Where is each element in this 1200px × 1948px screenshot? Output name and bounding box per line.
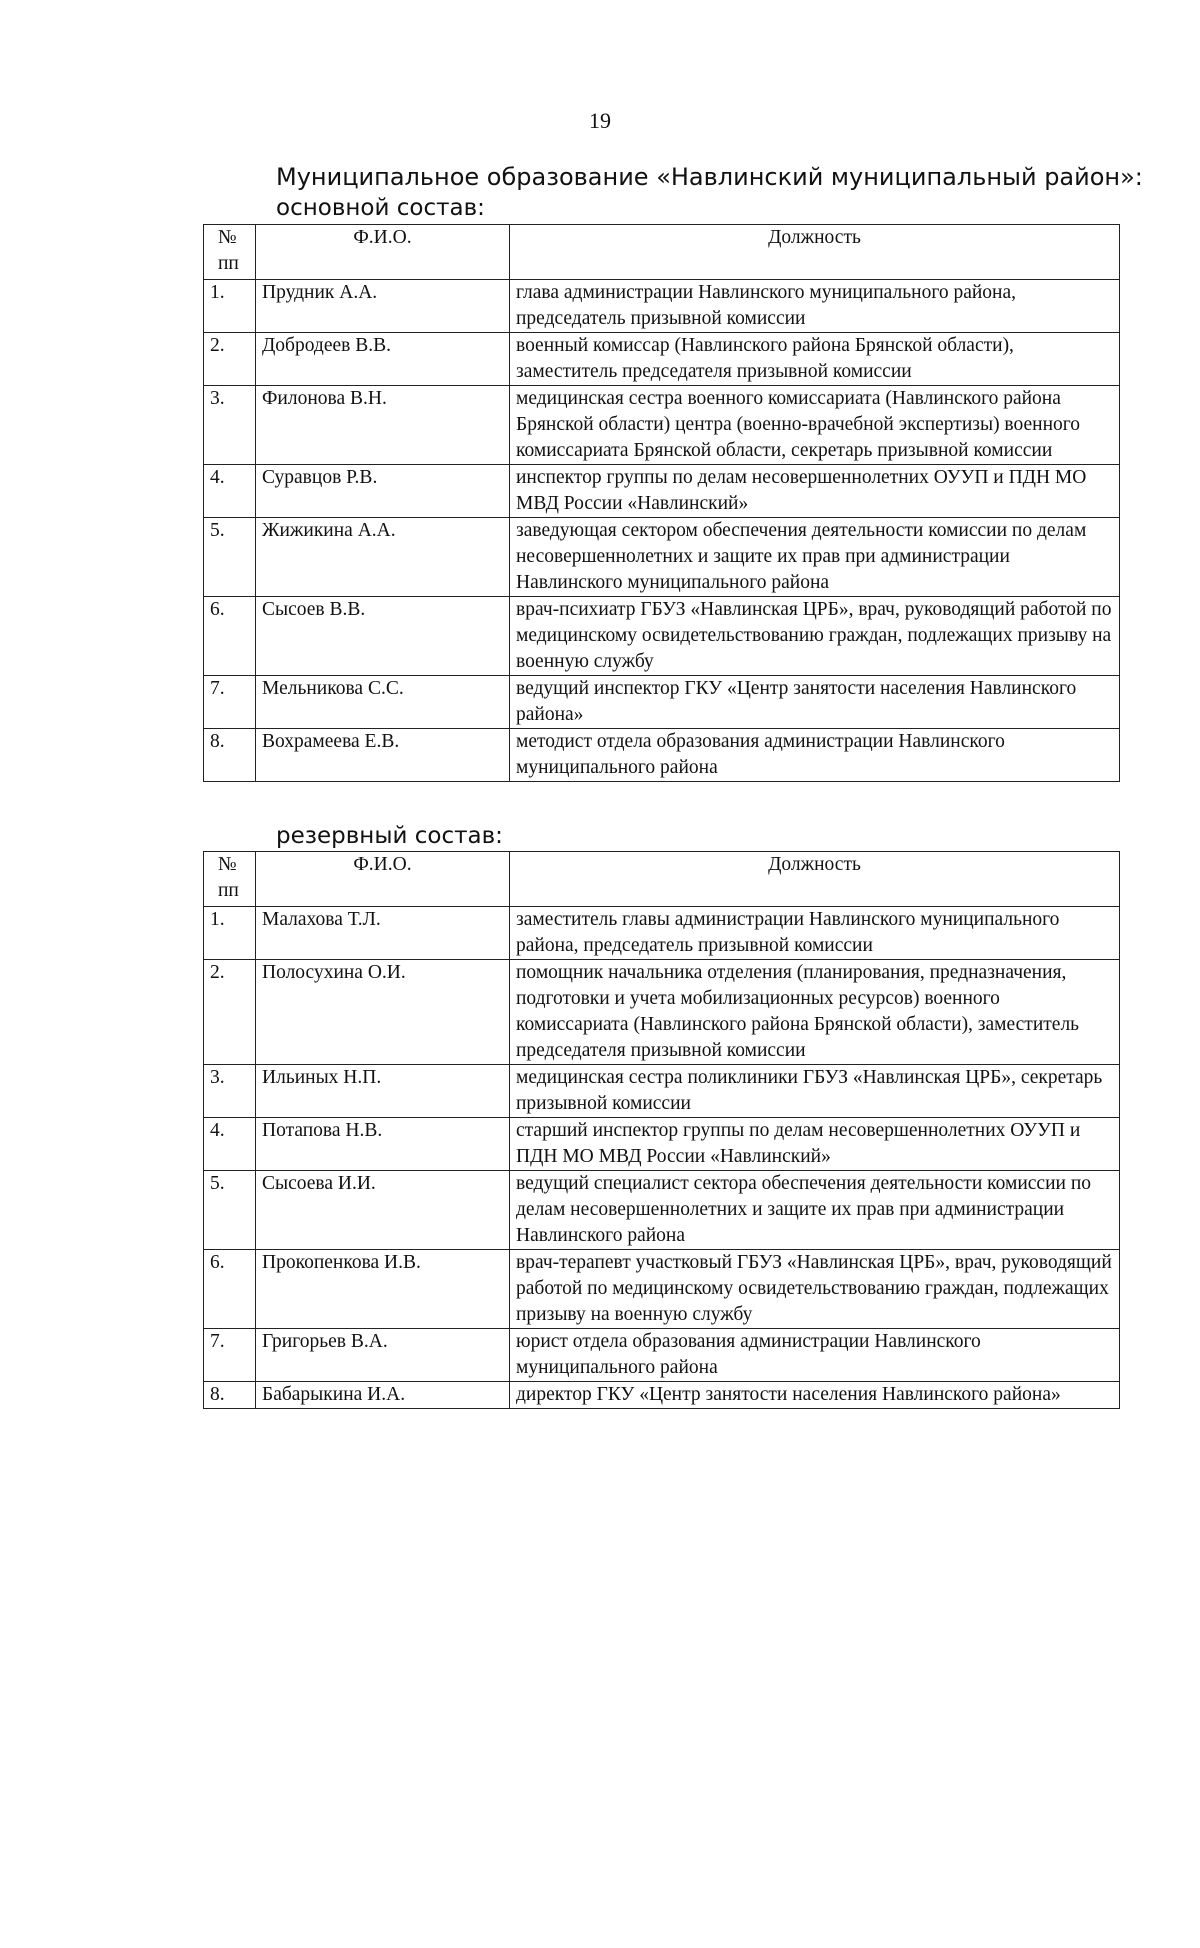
- page-number: 19: [589, 108, 611, 133]
- member-name: Полосухина О.И.: [256, 960, 510, 1065]
- member-name: Григорьев В.А.: [256, 1329, 510, 1382]
- table-row: [204, 907, 1120, 960]
- table-row: [204, 1382, 1120, 1409]
- member-position: заведующая сектором обеспечения деятельности комиссии по делам несовершеннолетних и защите их прав при администрации Навлинского муниципального района: [510, 518, 1120, 597]
- row-number: 6.: [204, 597, 256, 676]
- row-number: 1.: [204, 907, 256, 960]
- member-name: Сысоев В.В.: [256, 597, 510, 676]
- document-heading: Муниципальное образование «Навлинский муниципальный район»:: [276, 163, 1143, 191]
- row-number: 3.: [204, 386, 256, 465]
- row-number: 2.: [204, 333, 256, 386]
- table-row: [204, 597, 1120, 676]
- member-name: Жижикина А.А.: [256, 518, 510, 597]
- row-number: 8.: [204, 1382, 256, 1409]
- member-name: Добродеев В.В.: [256, 333, 510, 386]
- table-row: [204, 729, 1120, 782]
- row-number: 7.: [204, 1329, 256, 1382]
- member-position: помощник начальника отделения (планирования, предназначения, подготовки и учета мобилизационных ресурсов) военного комиссариата (Навлинского района Брянской области), заместитель председателя призывной комиссии: [510, 960, 1120, 1065]
- member-position: глава администрации Навлинского муниципального района, председатель призывной комиссии: [510, 280, 1120, 333]
- member-position: юрист отдела образования администрации Навлинского муниципального района: [510, 1329, 1120, 1382]
- reserve-composition-table: [203, 851, 1120, 1409]
- member-position: медицинская сестра поликлиники ГБУЗ «Навлинская ЦРБ», секретарь призывной комиссии: [510, 1065, 1120, 1118]
- member-name: Бабарыкина И.А.: [256, 1382, 510, 1409]
- member-name: Мельникова С.С.: [256, 676, 510, 729]
- table-row: [204, 1171, 1120, 1250]
- member-name: Прудник А.А.: [256, 280, 510, 333]
- member-name: Малахова Т.Л.: [256, 907, 510, 960]
- row-number: 1.: [204, 280, 256, 333]
- table-row: [204, 1250, 1120, 1329]
- table-header-row: [204, 852, 1120, 907]
- table-row: [204, 1065, 1120, 1118]
- table-row: [204, 333, 1120, 386]
- row-number: 5.: [204, 1171, 256, 1250]
- row-number: 5.: [204, 518, 256, 597]
- row-number: 4.: [204, 1118, 256, 1171]
- table-row: [204, 280, 1120, 333]
- header-number: № пп: [204, 225, 256, 280]
- table-row: [204, 960, 1120, 1065]
- header-position: Должность: [510, 852, 1120, 907]
- member-name: Сысоева И.И.: [256, 1171, 510, 1250]
- member-position: методист отдела образования администрации Навлинского муниципального района: [510, 729, 1120, 782]
- table-row: [204, 518, 1120, 597]
- reserve-section-title: резервный состав:: [276, 823, 503, 849]
- member-position: старший инспектор группы по делам несовершеннолетних ОУУП и ПДН МО МВД России «Навлинский»: [510, 1118, 1120, 1171]
- table-row: [204, 676, 1120, 729]
- member-name: Вохрамеева Е.В.: [256, 729, 510, 782]
- member-name: Филонова В.Н.: [256, 386, 510, 465]
- member-position: директор ГКУ «Центр занятости населения Навлинского района»: [510, 1382, 1120, 1409]
- row-number: 7.: [204, 676, 256, 729]
- header-position: Должность: [510, 225, 1120, 280]
- member-position: медицинская сестра военного комиссариата (Навлинского района Брянской области) центра (военно-врачебной экспертизы) военного комиссариата Брянской области, секретарь призывной комиссии: [510, 386, 1120, 465]
- header-number: № пп: [204, 852, 256, 907]
- main-composition-table: [203, 224, 1120, 782]
- table-row: [204, 465, 1120, 518]
- row-number: 3.: [204, 1065, 256, 1118]
- main-section-title: основной состав:: [276, 195, 485, 221]
- row-number: 6.: [204, 1250, 256, 1329]
- member-name: Прокопенкова И.В.: [256, 1250, 510, 1329]
- member-position: ведущий инспектор ГКУ «Центр занятости населения Навлинского района»: [510, 676, 1120, 729]
- row-number: 4.: [204, 465, 256, 518]
- header-name: Ф.И.О.: [256, 225, 510, 280]
- member-name: Потапова Н.В.: [256, 1118, 510, 1171]
- table-header-row: [204, 225, 1120, 280]
- member-position: инспектор группы по делам несовершеннолетних ОУУП и ПДН МО МВД России «Навлинский»: [510, 465, 1120, 518]
- table-row: [204, 1118, 1120, 1171]
- member-position: заместитель главы администрации Навлинского муниципального района, председатель призывной комиссии: [510, 907, 1120, 960]
- row-number: 2.: [204, 960, 256, 1065]
- member-name: Ильиных Н.П.: [256, 1065, 510, 1118]
- member-position: военный комиссар (Навлинского района Брянской области), заместитель председателя призывной комиссии: [510, 333, 1120, 386]
- header-name: Ф.И.О.: [256, 852, 510, 907]
- table-row: [204, 1329, 1120, 1382]
- member-name: Суравцов Р.В.: [256, 465, 510, 518]
- table-row: [204, 386, 1120, 465]
- member-position: врач-терапевт участковый ГБУЗ «Навлинская ЦРБ», врач, руководящий работой по медицинскому освидетельствованию граждан, подлежащих призыву на военную службу: [510, 1250, 1120, 1329]
- member-position: врач-психиатр ГБУЗ «Навлинская ЦРБ», врач, руководящий работой по медицинскому освидетельствованию граждан, подлежащих призыву на военную службу: [510, 597, 1120, 676]
- member-position: ведущий специалист сектора обеспечения деятельности комиссии по делам несовершеннолетних и защите их прав при администрации Навлинского района: [510, 1171, 1120, 1250]
- row-number: 8.: [204, 729, 256, 782]
